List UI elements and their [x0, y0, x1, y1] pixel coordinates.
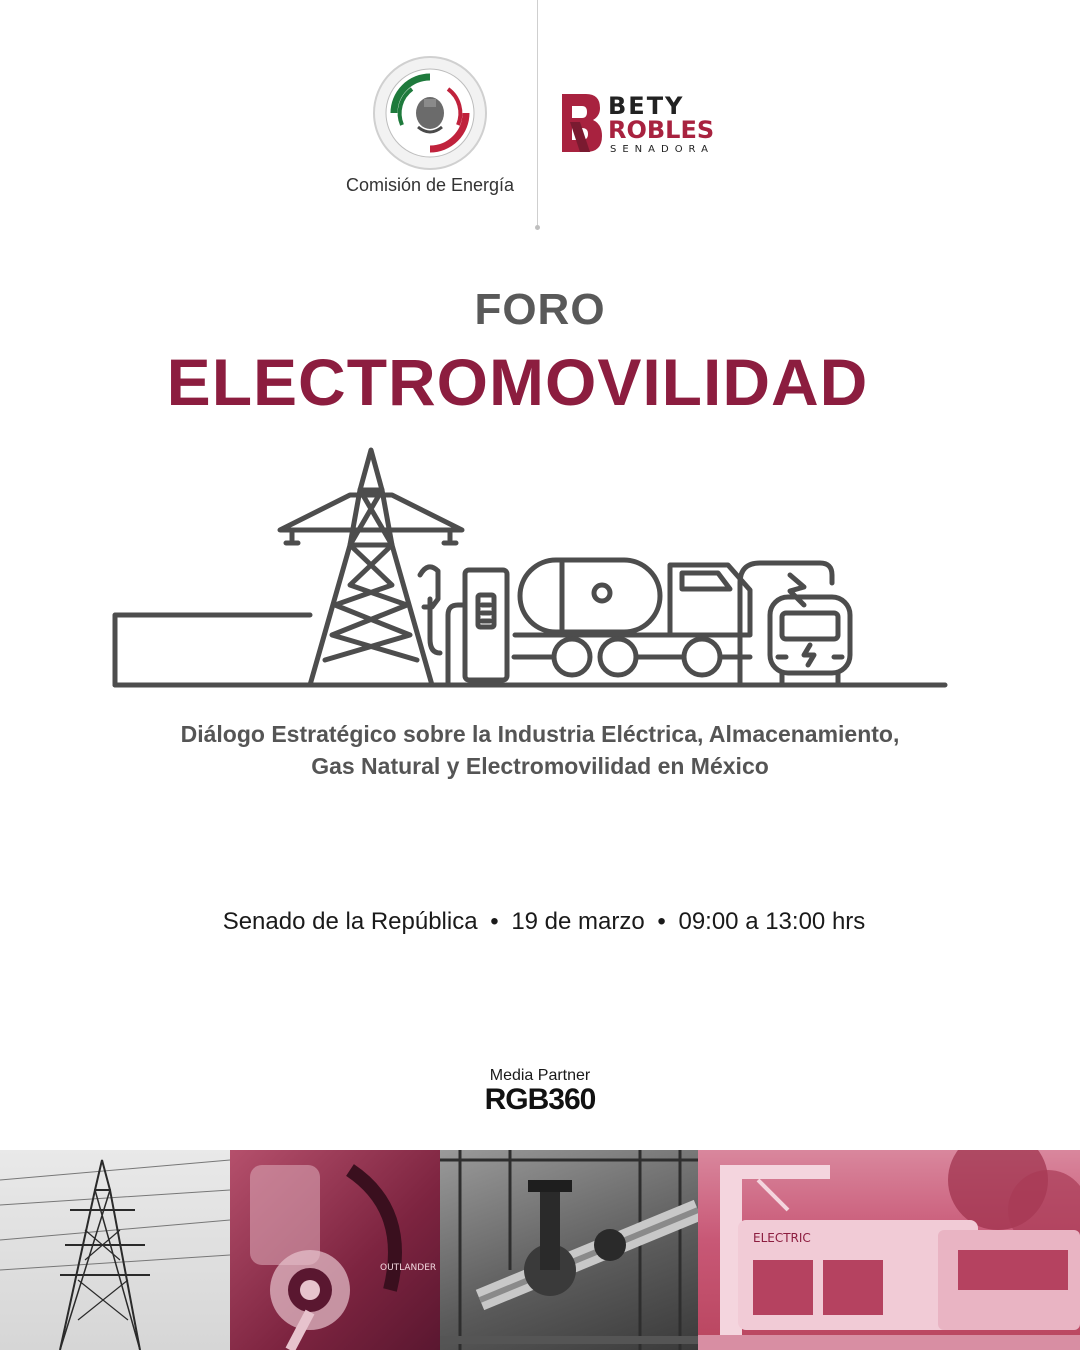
title-kicker: FORO	[474, 285, 606, 334]
senate-seal-logo	[372, 55, 488, 171]
tanker-truck-icon	[514, 560, 750, 675]
charger-text: OUTLANDER	[380, 1263, 437, 1273]
title-main: ELECTROMOVILIDAD	[166, 345, 869, 419]
header-divider-dot	[535, 225, 540, 230]
logo-line1: BETY	[608, 92, 685, 120]
subtitle-line2: Gas Natural y Electromovilidad en México	[311, 753, 769, 779]
electric-bus-icon	[740, 563, 850, 685]
event-date: 19 de marzo	[511, 908, 645, 935]
charging-station-icon	[448, 570, 507, 685]
photo-ev-charger	[230, 1150, 440, 1350]
event-separator: •	[490, 908, 499, 935]
event-separator: •	[657, 908, 666, 935]
event-details	[0, 908, 1080, 936]
subtitle-line1: Diálogo Estratégico sobre la Industria Eléctrica, Almacenamiento,	[180, 721, 900, 747]
media-partner-logo: RGB360	[484, 1083, 596, 1116]
photo-power-tower	[0, 1150, 230, 1350]
bus-label: ELECTRIC	[753, 1231, 811, 1245]
wall-block	[115, 615, 310, 685]
logo-line2: ROBLES	[608, 116, 715, 144]
photo-electric-bus	[698, 1150, 1080, 1350]
energy-illustration	[110, 445, 950, 695]
fuel-pump-icon	[420, 567, 440, 653]
photo-gas-pipelines	[440, 1150, 698, 1350]
event-time: 09:00 a 13:00 hrs	[678, 908, 866, 935]
forum-subtitle	[60, 718, 1020, 782]
event-place: Senado de la República	[222, 908, 478, 935]
bety-robles-logo	[560, 92, 735, 156]
committee-label: Comisión de Energía	[345, 175, 515, 195]
header-divider	[537, 0, 538, 228]
photo-strip	[0, 1150, 1080, 1350]
media-partner-label: Media Partner	[489, 1067, 591, 1084]
logo-line3: SENADORA	[610, 144, 714, 155]
